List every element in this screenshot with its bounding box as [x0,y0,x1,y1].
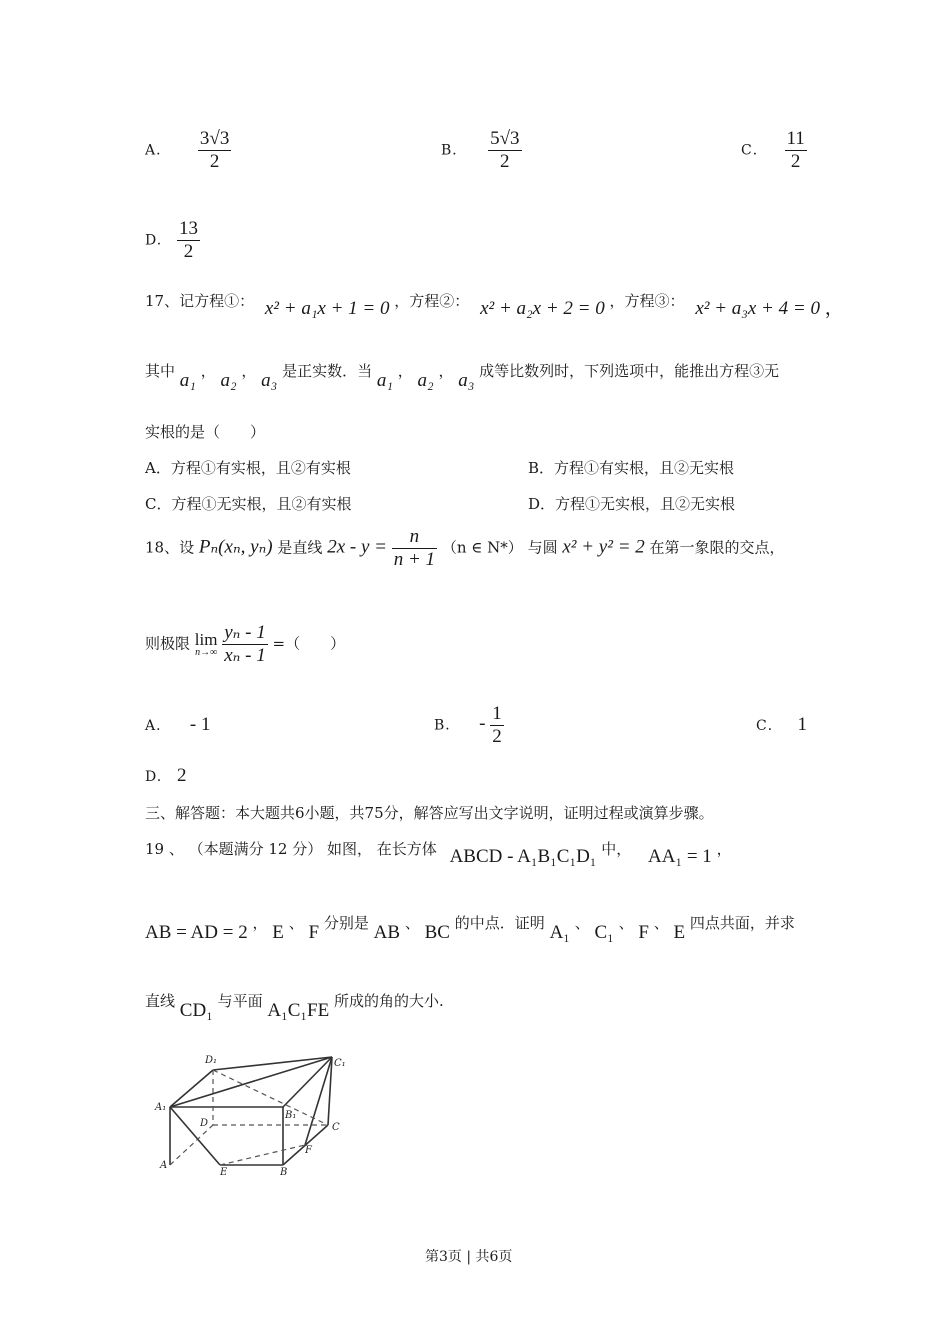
q17-line3: 实根的是（ ） [145,423,266,441]
q19-mid: 中， [601,840,632,858]
q17-comma1-second: ， [397,362,413,380]
q19-figure [150,1050,360,1180]
q18-line-fraction [392,526,437,571]
q17-comma2-second: ， [438,362,454,380]
q16-option-d-den: 2 [183,240,194,262]
q18-frac-num: n [392,526,437,549]
q18-option-b-sign: - [479,713,486,735]
q18-circle: x² + y² = 2 [562,536,645,558]
q19-midpt: 的中点．证明 [454,914,545,932]
figure-label-d1: D₁ [205,1055,218,1066]
q19-tail: 四点共面，并求 [689,914,795,932]
q18-lim-bot: n→∞ [195,646,218,658]
q16-option-b-den: 2 [500,150,510,172]
q16-option-c-label: C． [741,142,768,159]
q16-option-d-fraction [177,218,200,263]
q16-option-d [145,218,200,263]
q16-option-c-den: 2 [790,150,801,172]
figure-label-f: F [305,1145,312,1156]
q18-circle-pre: 与圆 [527,538,558,557]
q18-line-eq: 2x - y = [327,536,387,558]
q17-a1-second: a₁ [376,370,393,391]
q19-e2: E [673,922,686,943]
q17-line2 [145,360,780,391]
q17-a2-second: a₂ [417,370,434,391]
q17-comma1: ， [200,362,216,380]
page-footer: 第3页 | 共6页 [425,1249,513,1265]
q16-option-a-label: A． [145,142,172,159]
q16-option-b-fraction [488,128,521,173]
q19-dun3: 、 [574,914,590,932]
q19-a1: A₁ [549,922,570,943]
q18-line2 [145,622,345,667]
q17-line2-b: 是正实数．当 [282,362,373,380]
q18-option-a-label: A． [145,718,172,734]
q16-option-b [441,128,522,173]
section-3-heading: 三、解答题：本大题共6小题，共75分，解答应写出文字说明，证明过程或演算步骤。 [145,804,714,822]
q19-dun2: 、 [404,914,420,932]
q18-option-a-value: - 1 [189,714,211,735]
q18-option-b-fraction [490,703,504,748]
q18-option-b [434,703,504,748]
q19-c1: C₁ [594,922,614,943]
figure-label-b: B [280,1167,288,1178]
q17-a3-second: a₃ [458,370,475,391]
q19-line3-b: 与平面 [217,992,263,1010]
q18-option-b-num: 1 [492,703,502,724]
q18-point: Pₙ(xₙ, yₙ) [198,536,273,558]
q19-aa1: AA₁ = 1 [648,846,712,867]
q17-line2-c: 成等比数列时，下列选项中，能推出方程③无 [479,362,780,380]
q18-option-b-label: B． [434,717,461,734]
q17-a1: a₁ [179,370,196,391]
q19-e: E [272,922,284,943]
q19-plane: A₁C₁FE [267,1000,330,1021]
q16-option-b-label: B． [441,142,468,159]
q18-lim-top: lim [194,629,218,649]
q18-option-d [145,765,186,787]
q19-fenbie: 分别是 [323,914,369,932]
q17-a3: a₃ [261,370,278,391]
q18-option-c [756,714,807,736]
q18-lim-fraction [222,622,267,667]
q19-ab-seg: AB [373,922,401,943]
q17-comma2: ， [241,362,257,380]
q17-end3: ， [824,298,844,319]
q19-dun5: 、 [653,914,669,932]
q19-line1 [145,838,732,867]
q19-box: ABCD - A₁B₁C₁D₁ [449,846,597,867]
q18-option-d-label: D. [145,769,163,785]
figure-label-e: E [220,1167,228,1178]
q19-line3-c: 所成的角的大小. [334,992,444,1010]
q18-line1 [145,526,785,571]
q18-lim-num: yₙ - 1 [224,622,266,643]
q17-a2: a₂ [220,370,237,391]
q18-option-b-den: 2 [492,725,502,747]
q18-circle-post: 在第一象限的交点， [649,538,785,557]
q17-eq1: x² + a₁x + 1 = 0 [264,298,390,319]
q19-line3 [145,990,444,1021]
q19-ab-end: ， [252,914,268,932]
q18-mid: 是直线 [277,538,323,557]
q19-cd1: CD₁ [179,1000,213,1021]
q17-intro: 17、记方程①： [145,292,255,310]
q17-option-d: D．方程①无实根，且②无实根 [528,495,736,513]
figure-label-c: C [332,1122,340,1133]
figure-label-d: D [200,1118,209,1129]
q16-option-c [741,128,807,173]
figure-label-a: A [160,1160,168,1171]
q16-option-a-den: 2 [209,150,220,172]
q19-dun4: 、 [618,914,634,932]
q17-line2-a: 其中 [145,362,176,380]
q18-option-a [145,714,210,736]
q17-sep2: ，方程②： [394,292,470,310]
q19-bc-seg: BC [424,922,450,943]
q17-eq2: x² + a₂x + 2 = 0 [480,298,605,319]
q16-option-c-fraction [785,128,807,173]
q16-option-d-label: D. [145,232,163,249]
q19-f: F [308,922,320,943]
q18-lim-post: =（ ） [272,634,346,653]
q19-ab: AB = AD = 2 [145,922,248,943]
q17-option-b: B．方程①有实根，且②无实根 [528,459,735,477]
q16-option-a-fraction [198,128,231,173]
figure-label-b1: B₁ [285,1110,297,1121]
q19-line2 [145,912,795,943]
q18-option-c-value: 1 [797,714,807,735]
figure-label-c1: C₁ [334,1058,346,1069]
q18-option-c-label: C． [756,718,783,734]
q17-option-c: C．方程①无实根，且②有实根 [145,495,352,513]
q17-option-a: A．方程①有实根，且②有实根 [145,459,351,477]
q18-option-d-value: 2 [176,765,187,786]
q16-option-c-num: 11 [786,128,805,149]
q19-f2: F [638,922,649,943]
q18-intro: 18、设 [145,538,195,557]
q16-option-b-num: 5√3 [490,128,520,149]
q19-aa1-end: ， [716,840,732,858]
q17-eq3: x² + a₃x + 4 = 0 [695,298,820,319]
q17-line1 [145,285,844,319]
q18-lim-pre: 则极限 [145,634,191,653]
q17-sep3: ，方程③： [609,292,685,310]
q18-cond: （n ∈ N*） [441,538,523,557]
q16-option-d-num: 13 [178,218,198,239]
figure-label-a1: A₁ [155,1102,167,1113]
q18-frac-den: n + 1 [393,548,436,570]
q19-intro: 19 、 （本题满分 12 分） 如图， 在长方体 [145,840,437,858]
q19-dun1: 、 [288,914,304,932]
q16-option-a-num: 3√3 [199,128,230,149]
q18-lim-den: xₙ - 1 [224,644,266,666]
q19-line3-a: 直线 [145,992,176,1010]
q16-option-a [145,128,231,173]
q18-lim [195,631,218,658]
